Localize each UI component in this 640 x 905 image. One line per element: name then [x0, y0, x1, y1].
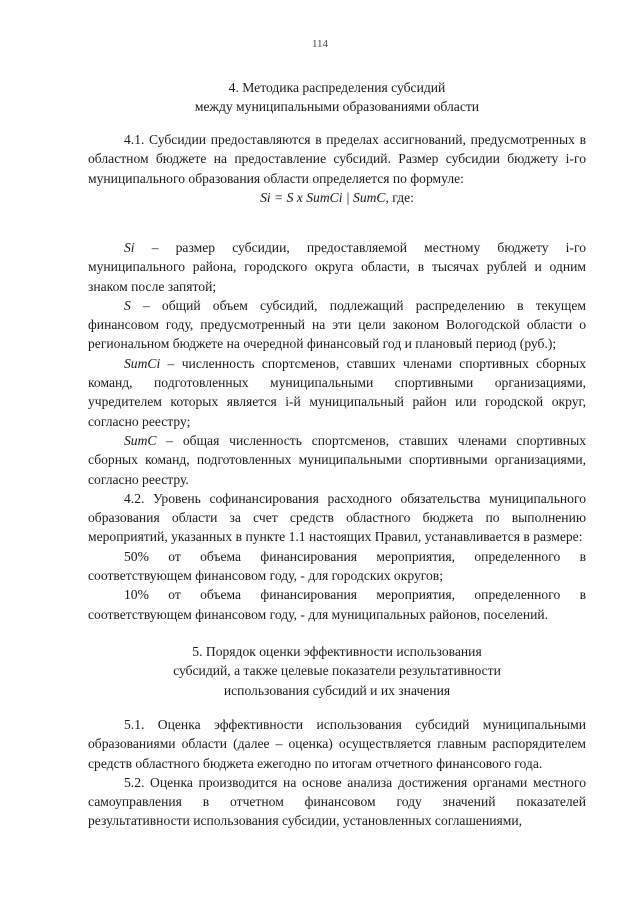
section-4-title-line-1: 4. Методика распределения субсидий: [228, 80, 446, 95]
term-sumci: SumCi: [124, 355, 161, 371]
section-4-title-line-2: между муниципальными образованиями области: [194, 99, 480, 115]
paragraph-4-1: 4.1. Субсидии предоставляются в пределах ассигнований, предусмотренных в областном бюджете на предоставление субсидий. Размер субсидии бюджету i-го муниципального образования области определяется по формуле:: [88, 132, 586, 186]
term-sumc: SumC: [124, 432, 157, 448]
paragraph-4-2-cities: 50% от объема финансирования мероприятия, определенного в соответствующем финансовом году, - для городских округов;: [88, 548, 586, 584]
definition-si-text: – размер субсидии, предоставляемой местному бюджету i-го муниципального района, городского округа области, в тысячах рублей и одним знаком после запятой;: [88, 240, 586, 294]
paragraph-5-2: 5.2. Оценка производится на основе анализа достижения органами местного самоуправления в отчетном финансовом году значений показателей результативности использования субсидии, установленных соглашениями,: [88, 774, 586, 829]
section-4-heading: [88, 78, 586, 117]
definition-s-text: – общий объем субсидий, подлежащий распределению в текущем финансовом году, предусмотренный на эти цели законом Вологодской области о региональном бюджете на очередной финансовый год и плановый период (руб.);: [88, 297, 586, 352]
formula-expression: Si = S x SumCi | SumC: [260, 189, 386, 205]
paragraph-5-1: 5.1. Оценка эффективности использования субсидий муниципальными образованиями области (далее – оценка) осуществляется главным распорядителем средств областного бюджета ежегодно по итогам отчетного финансового года.: [88, 717, 586, 771]
definitions-block: [88, 238, 586, 624]
section-5-title-line-1: 5. Порядок оценки эффективности использования: [192, 644, 482, 659]
term-s: S: [124, 297, 131, 313]
section-5-title-line-3: использования субсидий и их значения: [223, 682, 451, 698]
section-5-title-line-2: субсидий, а также целевые показатели результативности: [173, 663, 501, 679]
term-si: Si: [124, 240, 135, 255]
definition-si: [88, 238, 586, 296]
definition-sumci: [88, 354, 586, 431]
page-number: 114: [311, 38, 329, 50]
paragraph-4-2-districts: 10% от объема финансирования мероприятия, определенного в соответствующем финансовом году, - для муниципальных районов, поселений.: [88, 587, 586, 622]
paragraph-4-2: 4.2. Уровень софинансирования расходного обязательства муниципального образования области за счет средств областного бюджета по выполнению мероприятий, указанных в пункте 1.1 настоящих Правил, устанавливается в размере:: [88, 490, 586, 545]
section-5-block: [88, 715, 586, 831]
definition-s: [88, 296, 586, 354]
definition-sumc: [88, 431, 586, 489]
formula-suffix: , где:: [385, 189, 414, 205]
formula: [88, 188, 586, 207]
section-5-heading: [88, 642, 586, 700]
definition-sumci-text: – численность спортсменов, ставших членами спортивных сборных команд, подготовленных муниципальными спортивными организациями, учредителем которых является i-й муниципальный район или городской округ, согласно реестру;: [88, 355, 586, 429]
section-4-1-block: [88, 130, 586, 207]
definition-sumc-text: – общая численность спортсменов, ставших членами спортивных сборных команд, подготовленных муниципальными спортивными организациями, согласно реестру.: [88, 432, 586, 487]
